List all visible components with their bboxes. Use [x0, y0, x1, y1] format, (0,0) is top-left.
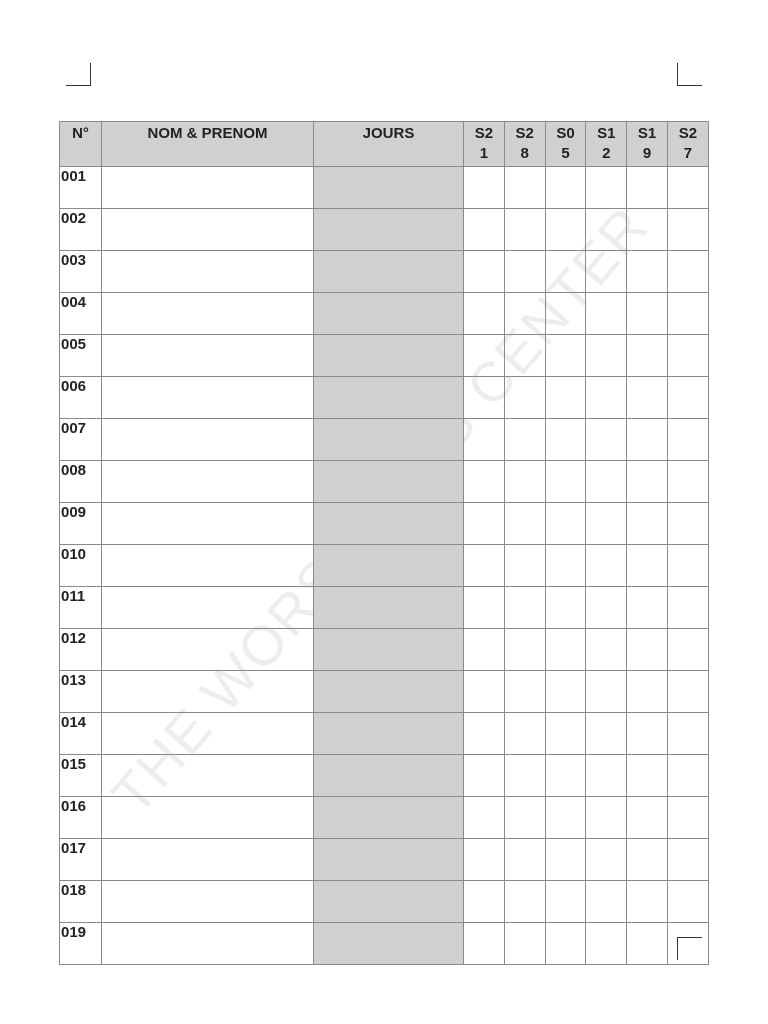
attendance-cell[interactable] — [627, 839, 668, 881]
attendance-cell[interactable] — [627, 293, 668, 335]
table-row — [60, 293, 709, 335]
row-number: 015 — [60, 755, 102, 797]
attendance-cell[interactable] — [504, 587, 545, 629]
header-day-2: S28 — [504, 122, 545, 167]
attendance-cell[interactable] — [504, 209, 545, 251]
attendance-cell[interactable] — [667, 209, 708, 251]
attendance-cell[interactable] — [545, 461, 586, 503]
crop-mark-bottom-right — [677, 937, 702, 960]
attendance-cell[interactable] — [545, 419, 586, 461]
attendance-cell[interactable] — [545, 881, 586, 923]
attendance-cell[interactable] — [627, 167, 668, 209]
days-cell — [314, 167, 464, 209]
header-day-6: S27 — [667, 122, 708, 167]
attendance-cell[interactable] — [586, 545, 627, 587]
attendance-cell[interactable] — [627, 923, 668, 965]
name-cell[interactable] — [102, 923, 314, 965]
row-number: 005 — [60, 335, 102, 377]
days-cell — [314, 377, 464, 419]
name-cell[interactable] — [102, 629, 314, 671]
header-day-5: S19 — [627, 122, 668, 167]
attendance-cell[interactable] — [667, 419, 708, 461]
table-row — [60, 377, 709, 419]
attendance-cell[interactable] — [667, 671, 708, 713]
table-row — [60, 335, 709, 377]
attendance-cell[interactable] — [586, 335, 627, 377]
attendance-cell[interactable] — [586, 167, 627, 209]
header-days: JOURS — [314, 122, 464, 167]
attendance-cell[interactable] — [464, 461, 505, 503]
attendance-cell[interactable] — [464, 503, 505, 545]
attendance-cell[interactable] — [586, 587, 627, 629]
attendance-cell[interactable] — [586, 461, 627, 503]
attendance-cell[interactable] — [504, 545, 545, 587]
days-cell — [314, 923, 464, 965]
attendance-cell[interactable] — [545, 377, 586, 419]
attendance-cell[interactable] — [504, 755, 545, 797]
table-row — [60, 461, 709, 503]
row-number: 004 — [60, 293, 102, 335]
days-cell — [314, 545, 464, 587]
table-row — [60, 923, 709, 965]
table-row — [60, 671, 709, 713]
attendance-cell[interactable] — [586, 923, 627, 965]
days-cell — [314, 461, 464, 503]
crop-mark-top-left — [66, 63, 91, 86]
attendance-table — [59, 121, 709, 965]
header-row — [60, 122, 709, 167]
attendance-cell[interactable] — [545, 251, 586, 293]
days-cell — [314, 251, 464, 293]
attendance-cell[interactable] — [504, 503, 545, 545]
row-number: 013 — [60, 671, 102, 713]
table-row — [60, 881, 709, 923]
attendance-cell[interactable] — [504, 713, 545, 755]
attendance-cell[interactable] — [627, 545, 668, 587]
attendance-cell[interactable] — [667, 167, 708, 209]
attendance-cell[interactable] — [627, 881, 668, 923]
attendance-cell[interactable] — [586, 251, 627, 293]
attendance-cell[interactable] — [667, 755, 708, 797]
crop-mark-top-right — [677, 63, 702, 86]
attendance-cell[interactable] — [586, 839, 627, 881]
attendance-cell[interactable] — [464, 209, 505, 251]
days-cell — [314, 209, 464, 251]
name-cell[interactable] — [102, 671, 314, 713]
row-number: 008 — [60, 461, 102, 503]
name-cell[interactable] — [102, 461, 314, 503]
days-cell — [314, 419, 464, 461]
attendance-cell[interactable] — [464, 587, 505, 629]
days-cell — [314, 293, 464, 335]
attendance-cell[interactable] — [667, 839, 708, 881]
header-number: N° — [60, 122, 102, 167]
table-row — [60, 251, 709, 293]
name-cell[interactable] — [102, 755, 314, 797]
attendance-cell[interactable] — [545, 671, 586, 713]
attendance-cell[interactable] — [627, 503, 668, 545]
attendance-cell[interactable] — [627, 335, 668, 377]
attendance-cell[interactable] — [464, 167, 505, 209]
attendance-cell[interactable] — [464, 335, 505, 377]
attendance-cell[interactable] — [464, 923, 505, 965]
row-number: 011 — [60, 587, 102, 629]
table-row — [60, 755, 709, 797]
row-number: 002 — [60, 209, 102, 251]
header-day-1: S21 — [464, 122, 505, 167]
attendance-cell[interactable] — [667, 293, 708, 335]
table-row — [60, 713, 709, 755]
attendance-cell[interactable] — [586, 293, 627, 335]
table-row — [60, 797, 709, 839]
attendance-cell[interactable] — [586, 629, 627, 671]
attendance-cell[interactable] — [586, 209, 627, 251]
attendance-cell[interactable] — [627, 419, 668, 461]
row-number: 010 — [60, 545, 102, 587]
days-cell — [314, 503, 464, 545]
name-cell[interactable] — [102, 377, 314, 419]
name-cell[interactable] — [102, 209, 314, 251]
row-number: 017 — [60, 839, 102, 881]
attendance-cell[interactable] — [464, 419, 505, 461]
name-cell[interactable] — [102, 713, 314, 755]
table-row — [60, 167, 709, 209]
attendance-cell[interactable] — [464, 797, 505, 839]
attendance-cell[interactable] — [504, 461, 545, 503]
table-row — [60, 503, 709, 545]
attendance-cell[interactable] — [545, 755, 586, 797]
attendance-cell[interactable] — [627, 209, 668, 251]
days-cell — [314, 671, 464, 713]
attendance-cell[interactable] — [504, 167, 545, 209]
attendance-cell[interactable] — [504, 671, 545, 713]
attendance-cell[interactable] — [464, 293, 505, 335]
attendance-cell[interactable] — [586, 671, 627, 713]
name-cell[interactable] — [102, 293, 314, 335]
attendance-cell[interactable] — [545, 587, 586, 629]
row-number: 009 — [60, 503, 102, 545]
attendance-cell[interactable] — [504, 881, 545, 923]
attendance-cell[interactable] — [627, 251, 668, 293]
name-cell[interactable] — [102, 839, 314, 881]
row-number: 007 — [60, 419, 102, 461]
attendance-cell[interactable] — [586, 377, 627, 419]
attendance-cell[interactable] — [504, 293, 545, 335]
table-row — [60, 629, 709, 671]
attendance-cell[interactable] — [545, 209, 586, 251]
attendance-cell[interactable] — [586, 419, 627, 461]
attendance-cell[interactable] — [627, 755, 668, 797]
attendance-cell[interactable] — [627, 713, 668, 755]
attendance-cell[interactable] — [627, 461, 668, 503]
attendance-cell[interactable] — [627, 671, 668, 713]
table-body — [60, 167, 709, 965]
attendance-cell[interactable] — [464, 839, 505, 881]
attendance-cell[interactable] — [504, 377, 545, 419]
attendance-cell[interactable] — [667, 461, 708, 503]
attendance-cell[interactable] — [545, 293, 586, 335]
attendance-cell[interactable] — [627, 377, 668, 419]
name-cell[interactable] — [102, 503, 314, 545]
table-row — [60, 209, 709, 251]
attendance-cell[interactable] — [667, 335, 708, 377]
attendance-cell[interactable] — [667, 797, 708, 839]
days-cell — [314, 797, 464, 839]
attendance-cell[interactable] — [667, 713, 708, 755]
attendance-cell[interactable] — [667, 629, 708, 671]
row-number: 014 — [60, 713, 102, 755]
attendance-cell[interactable] — [627, 629, 668, 671]
attendance-cell[interactable] — [464, 377, 505, 419]
attendance-cell[interactable] — [667, 377, 708, 419]
attendance-cell[interactable] — [464, 713, 505, 755]
attendance-cell[interactable] — [545, 713, 586, 755]
attendance-cell[interactable] — [586, 881, 627, 923]
attendance-cell[interactable] — [586, 713, 627, 755]
days-cell — [314, 755, 464, 797]
table-row — [60, 545, 709, 587]
attendance-cell[interactable] — [504, 419, 545, 461]
attendance-cell[interactable] — [667, 545, 708, 587]
table-row — [60, 839, 709, 881]
name-cell[interactable] — [102, 167, 314, 209]
attendance-cell[interactable] — [464, 755, 505, 797]
header-day-4: S12 — [586, 122, 627, 167]
attendance-cell[interactable] — [504, 797, 545, 839]
attendance-cell[interactable] — [545, 923, 586, 965]
attendance-cell[interactable] — [545, 839, 586, 881]
watermark: THE CENTER — [99, 194, 661, 826]
row-number: 012 — [60, 629, 102, 671]
row-number: 001 — [60, 167, 102, 209]
attendance-cell[interactable] — [464, 671, 505, 713]
days-cell — [314, 713, 464, 755]
row-number: 019 — [60, 923, 102, 965]
attendance-cell[interactable] — [504, 839, 545, 881]
attendance-cell[interactable] — [504, 923, 545, 965]
attendance-cell[interactable] — [667, 587, 708, 629]
row-number: 003 — [60, 251, 102, 293]
days-cell — [314, 839, 464, 881]
days-cell — [314, 629, 464, 671]
attendance-cell[interactable] — [464, 629, 505, 671]
name-cell[interactable] — [102, 251, 314, 293]
days-cell — [314, 587, 464, 629]
attendance-cell[interactable] — [586, 503, 627, 545]
attendance-cell[interactable] — [667, 251, 708, 293]
attendance-cell[interactable] — [627, 587, 668, 629]
name-cell[interactable] — [102, 545, 314, 587]
attendance-cell[interactable] — [545, 629, 586, 671]
attendance-cell[interactable] — [464, 545, 505, 587]
name-cell[interactable] — [102, 419, 314, 461]
name-cell[interactable] — [102, 335, 314, 377]
table-row — [60, 587, 709, 629]
attendance-cell[interactable] — [545, 503, 586, 545]
table-row — [60, 419, 709, 461]
attendance-cell[interactable] — [504, 335, 545, 377]
row-number: 006 — [60, 377, 102, 419]
header-name: NOM & PRENOM — [102, 122, 314, 167]
attendance-cell[interactable] — [464, 881, 505, 923]
name-cell[interactable] — [102, 587, 314, 629]
attendance-cell[interactable] — [545, 335, 586, 377]
attendance-cell[interactable] — [667, 503, 708, 545]
attendance-cell[interactable] — [545, 797, 586, 839]
header-day-3: S05 — [545, 122, 586, 167]
days-cell — [314, 335, 464, 377]
attendance-cell[interactable] — [627, 797, 668, 839]
attendance-cell[interactable] — [545, 545, 586, 587]
attendance-cell[interactable] — [504, 629, 545, 671]
attendance-cell[interactable] — [586, 797, 627, 839]
name-cell[interactable] — [102, 797, 314, 839]
name-cell[interactable] — [102, 881, 314, 923]
attendance-cell[interactable] — [667, 881, 708, 923]
days-cell — [314, 881, 464, 923]
attendance-cell[interactable] — [504, 251, 545, 293]
row-number: 018 — [60, 881, 102, 923]
attendance-cell[interactable] — [586, 755, 627, 797]
row-number: 016 — [60, 797, 102, 839]
attendance-cell[interactable] — [545, 167, 586, 209]
attendance-cell[interactable] — [464, 251, 505, 293]
